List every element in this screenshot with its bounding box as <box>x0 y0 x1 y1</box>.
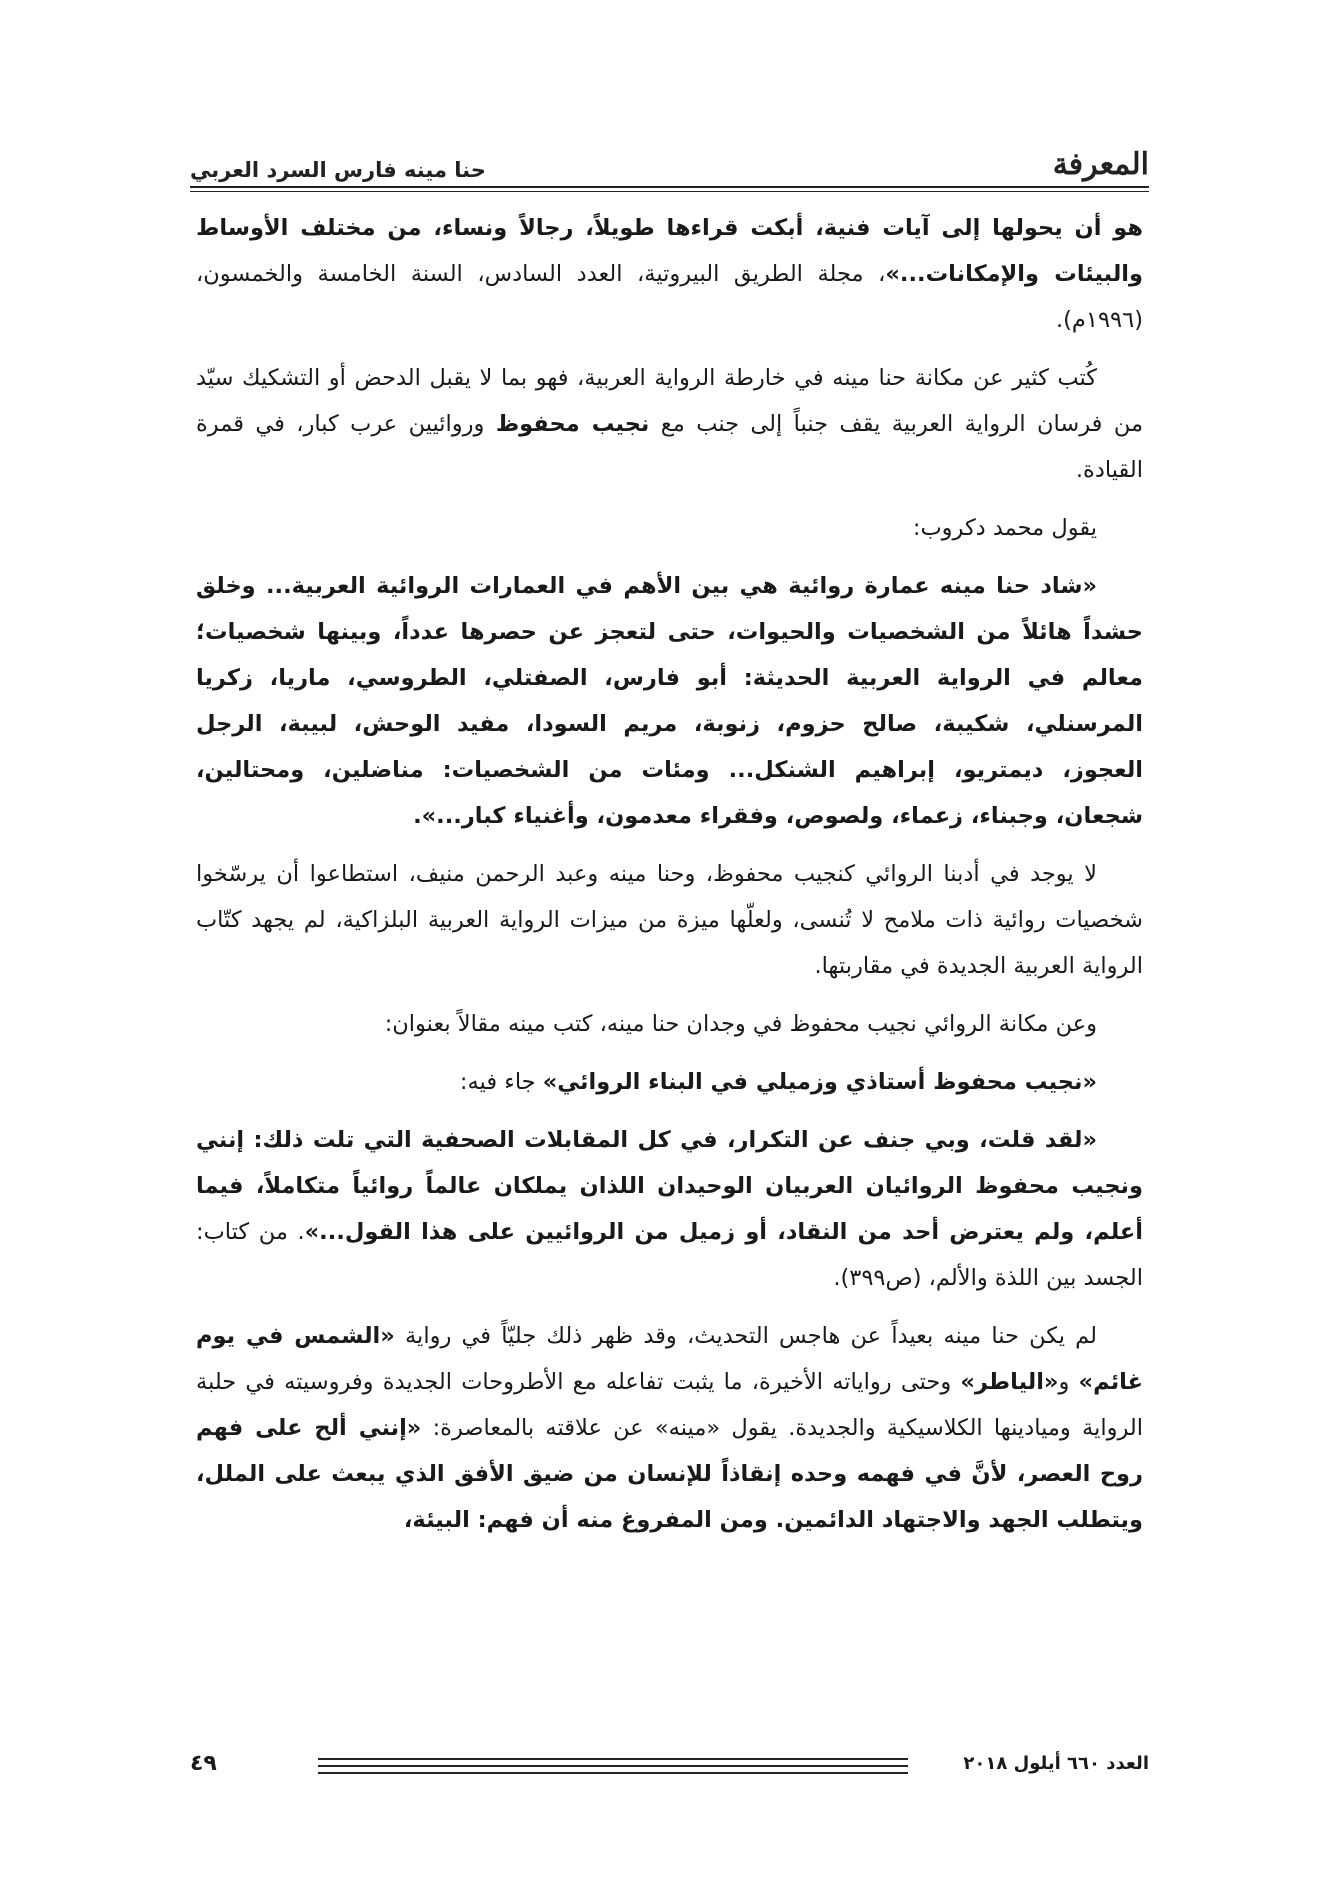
paragraph <box>196 1117 1143 1301</box>
article-body <box>196 205 1143 1555</box>
paragraph <box>196 1001 1143 1047</box>
header-divider-thin <box>190 191 1149 192</box>
issue-info: العدد ٦٦٠ أيلول ٢٠١٨ <box>963 1752 1149 1774</box>
quoted-text: «نجيب محفوظ أستاذي وزميلي في البناء الروائي» <box>542 1069 1097 1095</box>
paragraph <box>196 851 1143 989</box>
quoted-text: «الياطر» <box>960 1369 1059 1395</box>
body-text: وعن مكانة الروائي نجيب محفوظ في وجدان حنا مينه، كتب مينه مقالاً بعنوان: <box>384 1011 1097 1037</box>
page-footer <box>190 1748 1149 1778</box>
page-header <box>190 130 1149 182</box>
quoted-text: «لقد قلت، وبي جنف عن التكرار، في كل المقابلات الصحفية التي تلت ذلك: إنني ونجيب محفوظ الروائيان العربيان الوحيدان اللذان يملكان عالماً روائياً متكاملاً، فيما أعلم، ولم يعترض أحد من النقاد، أو زميل من الروائيين على هذا القول...» <box>196 1127 1143 1245</box>
body-text: جاء فيه: <box>459 1069 543 1095</box>
paragraph <box>196 1313 1143 1543</box>
body-text: يقول محمد دكروب: <box>912 515 1097 541</box>
quoted-text: «الشمس في يوم غائم» <box>196 1323 1143 1395</box>
page-number: ٤٩ <box>190 1750 217 1776</box>
quoted-text: نجيب محفوظ <box>495 411 650 437</box>
body-text: . من كتاب: الجسد بين اللذة والألم، (ص٣٩٩). <box>196 1219 1143 1291</box>
paragraph <box>196 355 1143 493</box>
paragraph <box>196 505 1143 551</box>
body-text: كُتب كثير عن مكانة حنا مينه في خارطة الرواية العربية، فهو بما لا يقبل الدحض أو التشكيك سيّد من فرسان الرواية العربية يقف جنباً إلى جنب مع <box>196 365 1143 437</box>
body-text: لم يكن حنا مينه بعيداً عن هاجس التحديث، وقد ظهر ذلك جليّاً في رواية <box>394 1323 1097 1349</box>
quoted-text: «شاد حنا مينه عمارة روائية هي بين الأهم في العمارات الروائية العربية... وخلق حشداً هائلاً من الشخصيات والحيوات، حتى لتعجز عن حصرها عدداً، وبينها شخصيات؛ معالم في الرواية العربية الحديثة: أبو فارس، الصفتلي، الطروسي، ماريا، زكريا المرسنلي، شكيبة، صالح حزوم، زنوبة، مريم السودا، مفيد الوحش، لبيبة، الرجل العجوز، ديمتريو، إبراهيم الشنكل... ومئات من الشخصيات: مناضلين، ومحتالين، شجعان، وجبناء، زعماء، ولصوص، وفقراء معدمون، وأغنياء كبار...». <box>196 573 1143 829</box>
body-text: وروائيين عرب كبار، في قمرة القيادة. <box>196 411 1143 483</box>
paragraph <box>196 1059 1143 1105</box>
body-text: لا يوجد في أدبنا الروائي كنجيب محفوظ، وحنا مينه وعبد الرحمن منيف، استطاعوا أن يرسّخوا شخصيات روائية ذات ملامح لا تُنسى، ولعلّها ميزة من ميزات الرواية العربية البلزاكية، لم يجهد كتّاب الرواية العربية الجديدة في مقاربتها. <box>196 861 1143 979</box>
paragraph <box>196 563 1143 839</box>
header-divider <box>190 186 1149 188</box>
paragraph <box>196 205 1143 343</box>
body-text: وحتى رواياته الأخيرة، ما يثبت تفاعله مع الأطروحات الجديدة وفروسيته في حلبة الرواية وميادينها الكلاسيكية والجديدة. يقول «مينه» عن علاقته بالمعاصرة: <box>196 1369 1143 1441</box>
running-title: حنا مينه فارس السرد العربي <box>190 158 486 182</box>
quoted-text: «إنني ألح على فهم روح العصر، لأنَّ في فهمه وحده إنقاذاً للإنسان من ضيق الأفق الذي يبعث على الملل، ويتطلب الجهد والاجتهاد الدائمين. ومن المفروغ منه أن فهم: البيئة، <box>196 1415 1143 1533</box>
body-text: ، مجلة الطريق البيروتية، العدد السادس، السنة الخامسة والخمسون، (١٩٩٦م). <box>196 261 1143 333</box>
quoted-text: هو أن يحولها إلى آيات فنية، أبكت قراءها طويلاً، رجالاً ونساء، من مختلف الأوساط والبيئات والإمكانات...» <box>196 215 1143 287</box>
body-text: و <box>1058 1369 1079 1395</box>
magazine-logo: المعرفة <box>1052 147 1149 182</box>
